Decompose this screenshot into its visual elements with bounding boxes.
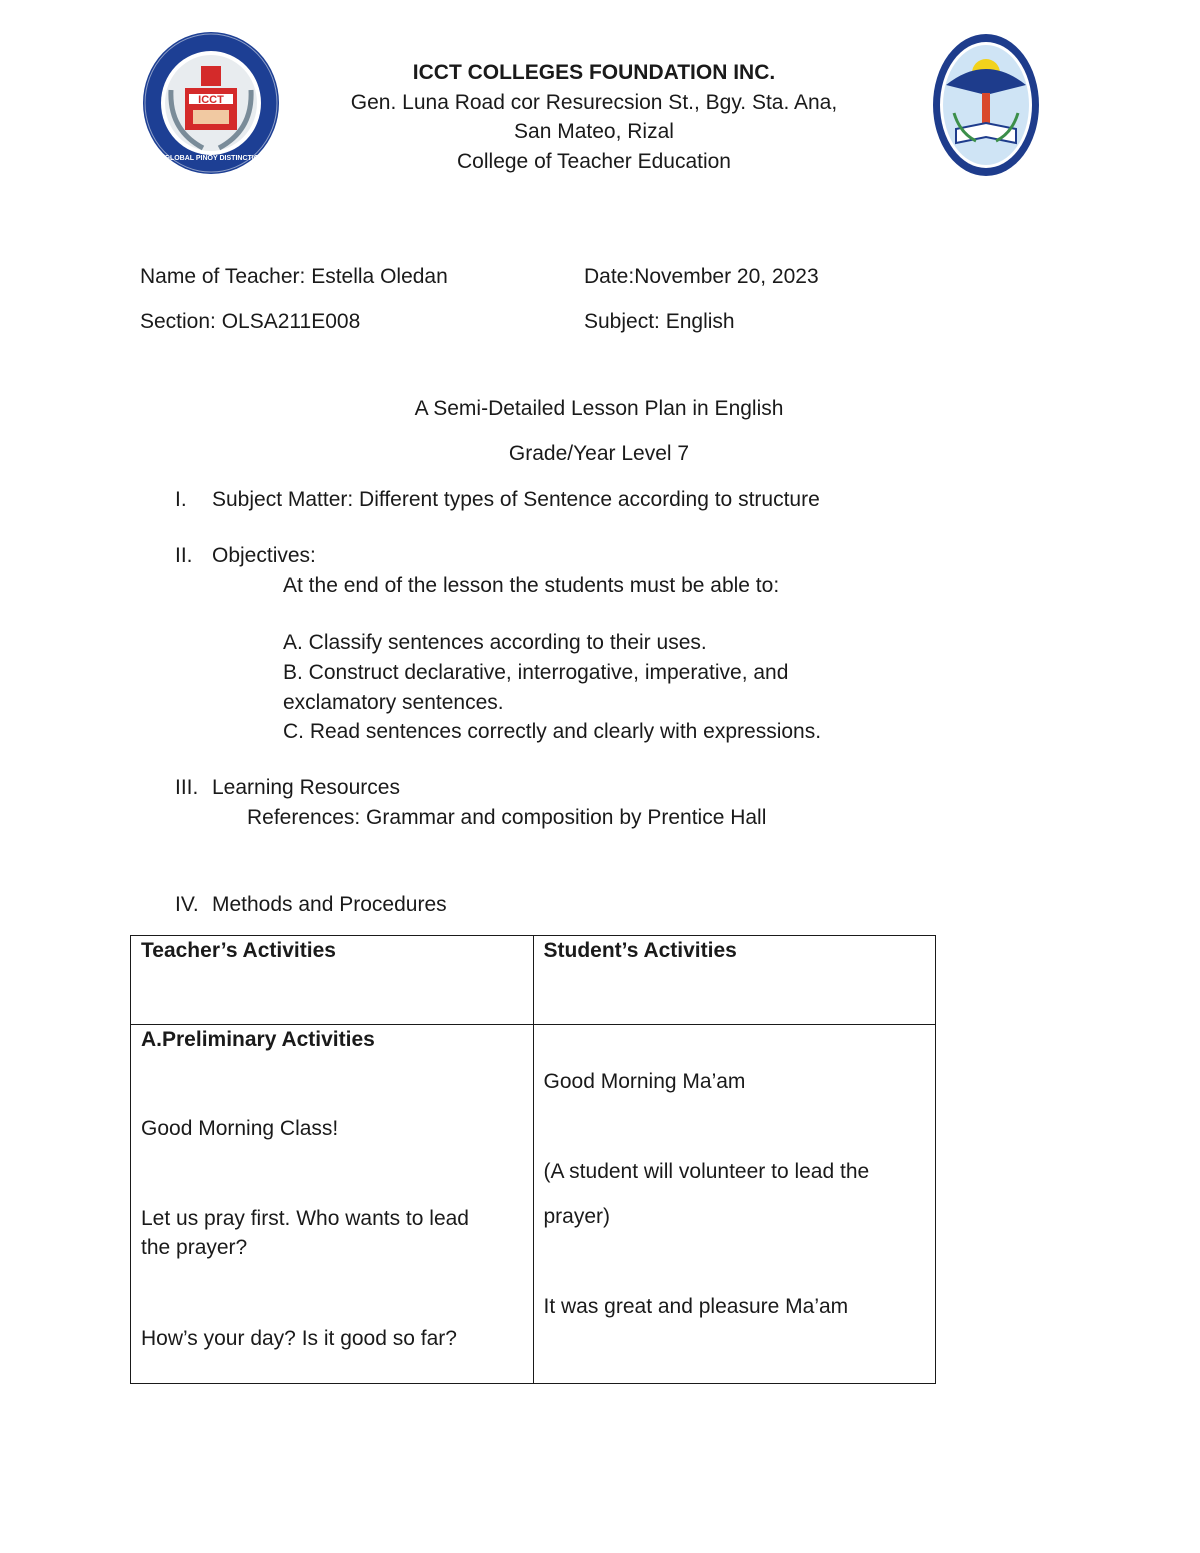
table-header-row (131, 936, 936, 1025)
subject-matter: Subject Matter: Different types of Sentence according to structure (212, 488, 820, 511)
address-line-2: San Mateo, Rizal (514, 120, 674, 143)
objective-c: C. Read sentences correctly and clearly with expressions. (283, 720, 822, 743)
teacher-greeting: Good Morning Class! (141, 1117, 339, 1140)
student-volunteer-line-1: (A student will volunteer to lead the (543, 1160, 870, 1183)
svg-text:A GLOBAL PINOY DISTINCTION: A GLOBAL PINOY DISTINCTION (157, 155, 265, 162)
objective-b-line-2: exclamatory sentences. (283, 691, 504, 714)
methods-label: Methods and Procedures (212, 893, 447, 916)
objectives-intro: At the end of the lesson the students must be able to: (283, 574, 780, 597)
student-greeting: Good Morning Ma’am (543, 1070, 746, 1093)
teacher-header-cell (131, 936, 534, 1025)
student-header-cell (533, 936, 936, 1025)
references: References: Grammar and composition by Prentice Hall (247, 806, 767, 829)
objective-b-line-1: B. Construct declarative, interrogative, imperative, and (283, 661, 789, 684)
table-row (131, 1025, 936, 1384)
college-name: College of Teacher Education (457, 150, 731, 173)
svg-text:ICCT: ICCT (198, 94, 224, 106)
subject-matter-number: I. (175, 488, 187, 511)
activities-table (130, 935, 936, 1384)
subject-name: Subject: English (584, 310, 735, 333)
methods-number: IV. (175, 893, 199, 916)
objectives-label: Objectives: (212, 544, 316, 567)
plan-title: A Semi-Detailed Lesson Plan in English (414, 397, 784, 420)
student-activities-header: Student’s Activities (543, 939, 737, 962)
student-activities-cell (533, 1025, 936, 1384)
preliminary-activities-heading: A.Preliminary Activities (141, 1028, 375, 1051)
grade-level: Grade/Year Level 7 (508, 442, 690, 465)
objectives-number: II. (175, 544, 193, 567)
resources-number: III. (175, 776, 199, 799)
section-code: Section: OLSA211E008 (140, 310, 361, 333)
teacher-activities-cell (131, 1025, 534, 1384)
objective-a: A. Classify sentences according to their uses. (283, 631, 707, 654)
teacher-prayer-line-2: the prayer? (141, 1236, 248, 1259)
teacher-day-question: How’s your day? Is it good so far? (141, 1327, 457, 1350)
teacher-activities-header: Teacher’s Activities (141, 939, 336, 962)
lesson-date: Date:November 20, 2023 (584, 265, 819, 288)
institution-name: ICCT COLLEGES FOUNDATION INC. (412, 61, 776, 84)
teacher-prayer-line-1: Let us pray first. Who wants to lead (141, 1207, 469, 1230)
address-line-1: Gen. Luna Road cor Resurecsion St., Bgy. Sta. Ana, (350, 91, 838, 114)
student-answer: It was great and pleasure Ma’am (543, 1295, 849, 1318)
student-volunteer-line-2: prayer) (543, 1205, 611, 1228)
resources-label: Learning Resources (212, 776, 400, 799)
teacher-name: Name of Teacher: Estella Oledan (140, 265, 448, 288)
